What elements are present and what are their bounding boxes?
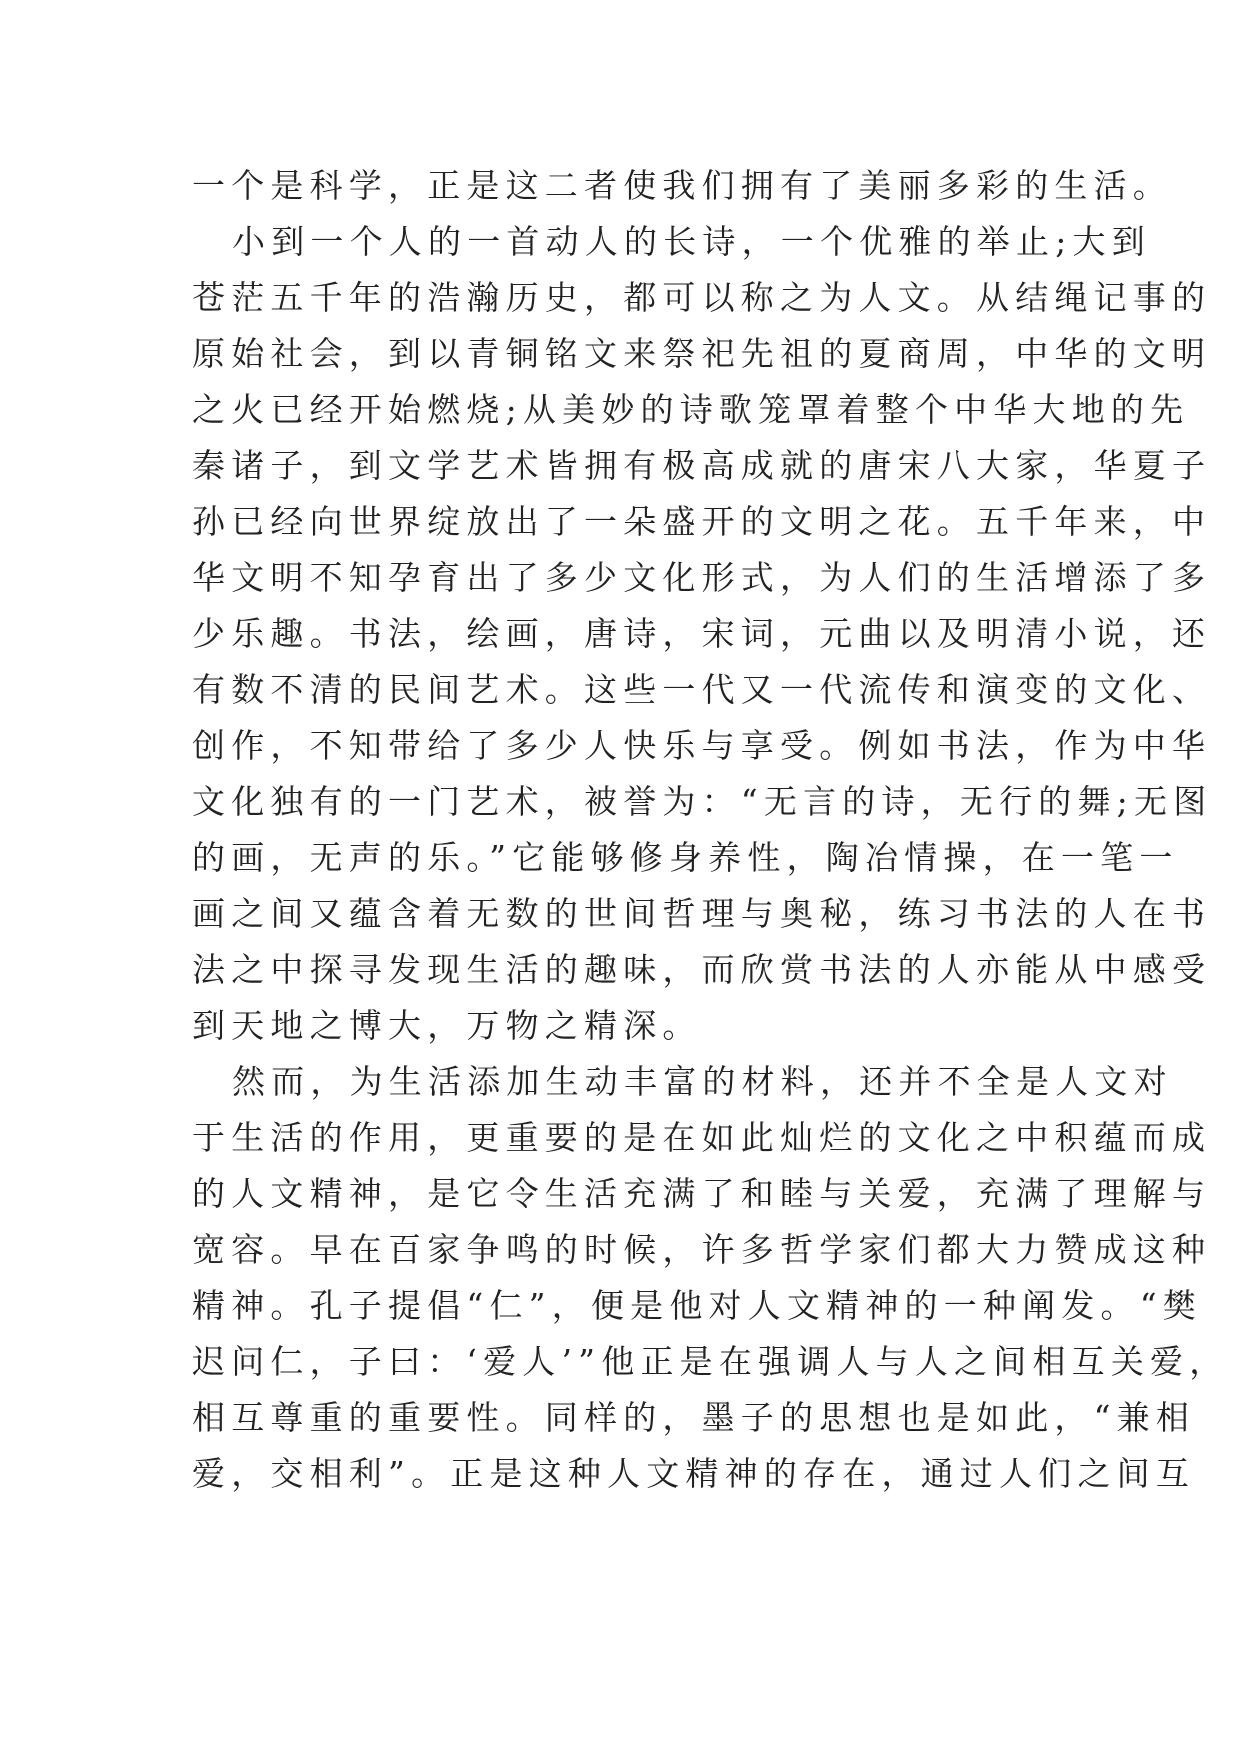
paragraph-first-line: 小到一个人的一首动人的长诗，一个优雅的举止;大到: [232, 222, 1151, 261]
text-line: 创作，不知带给了多少人快乐与享受。例如书法，作为中华: [192, 726, 1212, 765]
text-line: 苍茫五千年的浩瀚历史，都可以称之为人文。从结绳记事的: [192, 278, 1212, 317]
text-line: 的画，无声的乐。”它能够修身养性，陶冶情操，在一笔一: [192, 838, 1179, 877]
text-line: 的人文精神，是它令生活充满了和睦与关爱，充满了理解与: [192, 1174, 1212, 1213]
text-line: 华文明不知孕育出了多少文化形式，为人们的生活增添了多: [192, 558, 1212, 597]
text-line: 文化独有的一门艺术，被誉为：“无言的诗，无行的舞;无图: [192, 782, 1213, 821]
text-line: 法之中探寻发现生活的趣味，而欣赏书法的人亦能从中感受: [192, 950, 1212, 989]
text-line: 相互尊重的重要性。同样的，墨子的思想也是如此，“兼相: [192, 1398, 1196, 1437]
text-line: 有数不清的民间艺术。这些一代又一代流传和演变的文化、: [192, 670, 1212, 709]
text-line: 原始社会，到以青铜铭文来祭祀先祖的夏商周，中华的文明: [192, 334, 1212, 373]
text-line: 一个是科学，正是这二者使我们拥有了美丽多彩的生活。: [192, 166, 1172, 205]
text-line: 少乐趣。书法，绘画，唐诗，宋词，元曲以及明清小说，还: [192, 614, 1212, 653]
text-line: 爱，交相利”。正是这种人文精神的存在，通过人们之间互: [192, 1454, 1196, 1493]
text-line: 迟问仁，子曰：‘爱人’”他正是在强调人与人之间相互关爱，: [192, 1342, 1229, 1381]
text-line: 秦诸子，到文学艺术皆拥有极高成就的唐宋八大家，华夏子: [192, 446, 1212, 485]
text-line: 宽容。早在百家争鸣的时候，许多哲学家们都大力赞成这种: [192, 1230, 1212, 1269]
text-line: 孙已经向世界绽放出了一朵盛开的文明之花。五千年来，中: [192, 502, 1212, 541]
text-line: 画之间又蕴含着无数的世间哲理与奥秘，练习书法的人在书: [192, 894, 1212, 933]
text-line: 到天地之博大，万物之精深。: [192, 1006, 702, 1045]
text-line: 精神。孔子提倡“仁”，便是他对人文精神的一种阐发。“樊: [192, 1286, 1203, 1325]
paragraph-first-line: 然而，为生活添加生动丰富的材料，还并不全是人文对: [232, 1062, 1173, 1101]
text-line: 于生活的作用，更重要的是在如此灿烂的文化之中积蕴而成: [192, 1118, 1212, 1157]
text-line: 之火已经开始燃烧;从美妙的诗歌笼罩着整个中华大地的先: [192, 390, 1190, 429]
